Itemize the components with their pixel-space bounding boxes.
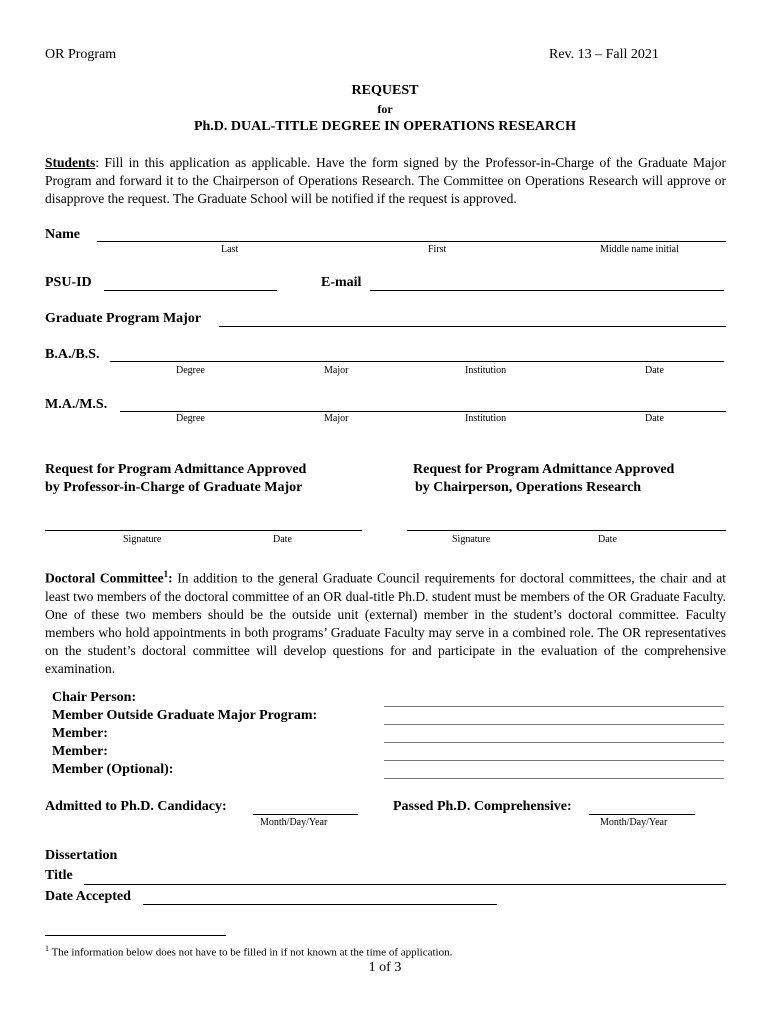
member2-field[interactable]	[384, 760, 724, 761]
comprehensive-date-field[interactable]	[589, 814, 695, 815]
footnote	[45, 944, 452, 959]
candidacy-label: Admitted to Ph.D. Candidacy:	[45, 799, 227, 814]
ba-sub-degree: Degree	[176, 365, 205, 376]
approval-left-line1: Request for Program Admittance Approved	[45, 462, 307, 477]
psu-id-field[interactable]	[104, 290, 277, 291]
member-optional-field[interactable]	[384, 778, 724, 779]
ma-label: M.A./M.S.	[45, 397, 108, 412]
footnote-mark: 1	[45, 944, 49, 953]
psu-id-label: PSU-ID	[45, 275, 92, 290]
ma-field[interactable]	[120, 411, 726, 412]
ba-field[interactable]	[110, 361, 724, 362]
comprehensive-date-sub: Month/Day/Year	[600, 817, 668, 828]
students-label: Students	[45, 155, 96, 170]
title-for: for	[377, 102, 393, 116]
title-request: REQUEST	[351, 83, 419, 98]
footnote-text: The information below does not have to be filled in if not known at the time of application.	[51, 946, 453, 959]
ma-sub-institution: Institution	[465, 413, 507, 424]
chair-person-label: Chair Person:	[52, 690, 137, 705]
students-text: : Fill in this application as applicable. Have the form signed by the Professor-in-Charge of the Graduate Major Program and forward it to the Chairperson of Operations Research. The Committee on Operations Research will approve or disapprove the request. The Graduate School will be notified if the request is approved.	[45, 155, 726, 206]
date-accepted-label: Date Accepted	[45, 889, 131, 904]
major-field[interactable]	[219, 326, 726, 327]
member1-label: Member:	[52, 726, 108, 741]
dissertation-title-label: Title	[45, 868, 73, 883]
doctoral-colon: :	[168, 570, 173, 586]
ba-sub-institution: Institution	[465, 365, 507, 376]
name-field[interactable]	[97, 241, 726, 242]
date-label-right: Date	[598, 534, 617, 545]
dissertation-title-field[interactable]	[84, 884, 726, 885]
dissertation-label: Dissertation	[45, 848, 118, 863]
name-sub-middle: Middle name initial	[600, 244, 679, 255]
ba-sub-major: Major	[324, 365, 349, 376]
students-instructions	[45, 154, 726, 208]
date-accepted-field[interactable]	[143, 904, 497, 905]
email-label: E-mail	[321, 275, 362, 290]
header-program: OR Program	[45, 47, 117, 62]
approval-right-line2: by Chairperson, Operations Research	[415, 480, 642, 495]
name-sub-last: Last	[221, 244, 239, 255]
signature-label-right: Signature	[452, 534, 491, 545]
ba-label: B.A./B.S.	[45, 347, 100, 362]
footnote-ref: 1	[163, 569, 169, 579]
approval-left-line2: by Professor-in-Charge of Graduate Major	[45, 480, 303, 495]
chair-person-field[interactable]	[384, 706, 724, 707]
doctoral-committee-text: In addition to the general Graduate Council requirements for doctoral committees, the chair and at least two members of the doctoral committee of an OR dual-title Ph.D. student must be members of the OR Graduate Faculty. One of these two members should be the outside unit (external) member in the student’s doctoral committee. Faculty members who hold appointments in both programs’ Graduate Faculty may serve in a combined role. The OR representatives on the student’s doctoral committee will develop questions for and participate in the evaluation of the comprehensive examination.	[45, 570, 726, 676]
footnote-divider	[45, 935, 226, 936]
candidacy-date-field[interactable]	[253, 814, 358, 815]
signature-line-chairperson[interactable]	[407, 530, 726, 531]
name-label: Name	[45, 227, 80, 242]
doctoral-committee-label: Doctoral Committee	[45, 570, 164, 586]
signature-label-left: Signature	[123, 534, 162, 545]
ma-sub-date: Date	[645, 413, 664, 424]
outside-member-label: Member Outside Graduate Major Program:	[52, 708, 318, 723]
header-revision: Rev. 13 – Fall 2021	[549, 47, 659, 62]
ma-sub-major: Major	[324, 413, 349, 424]
major-label: Graduate Program Major	[45, 311, 202, 326]
title-degree: Ph.D. DUAL-TITLE DEGREE IN OPERATIONS RESEARCH	[193, 119, 577, 134]
date-label-left: Date	[273, 534, 292, 545]
candidacy-date-sub: Month/Day/Year	[260, 817, 328, 828]
name-sub-first: First	[428, 244, 447, 255]
page-number: 1 of 3	[368, 960, 402, 975]
outside-member-field[interactable]	[384, 724, 724, 725]
doctoral-committee-paragraph	[45, 565, 726, 678]
signature-line-professor[interactable]	[45, 530, 362, 531]
ba-sub-date: Date	[645, 365, 664, 376]
approval-right-line1: Request for Program Admittance Approved	[413, 462, 675, 477]
member-optional-label: Member (Optional):	[52, 762, 174, 777]
email-field[interactable]	[370, 290, 724, 291]
member2-label: Member:	[52, 744, 108, 759]
member1-field[interactable]	[384, 742, 724, 743]
comprehensive-label: Passed Ph.D. Comprehensive:	[393, 799, 572, 814]
ma-sub-degree: Degree	[176, 413, 205, 424]
